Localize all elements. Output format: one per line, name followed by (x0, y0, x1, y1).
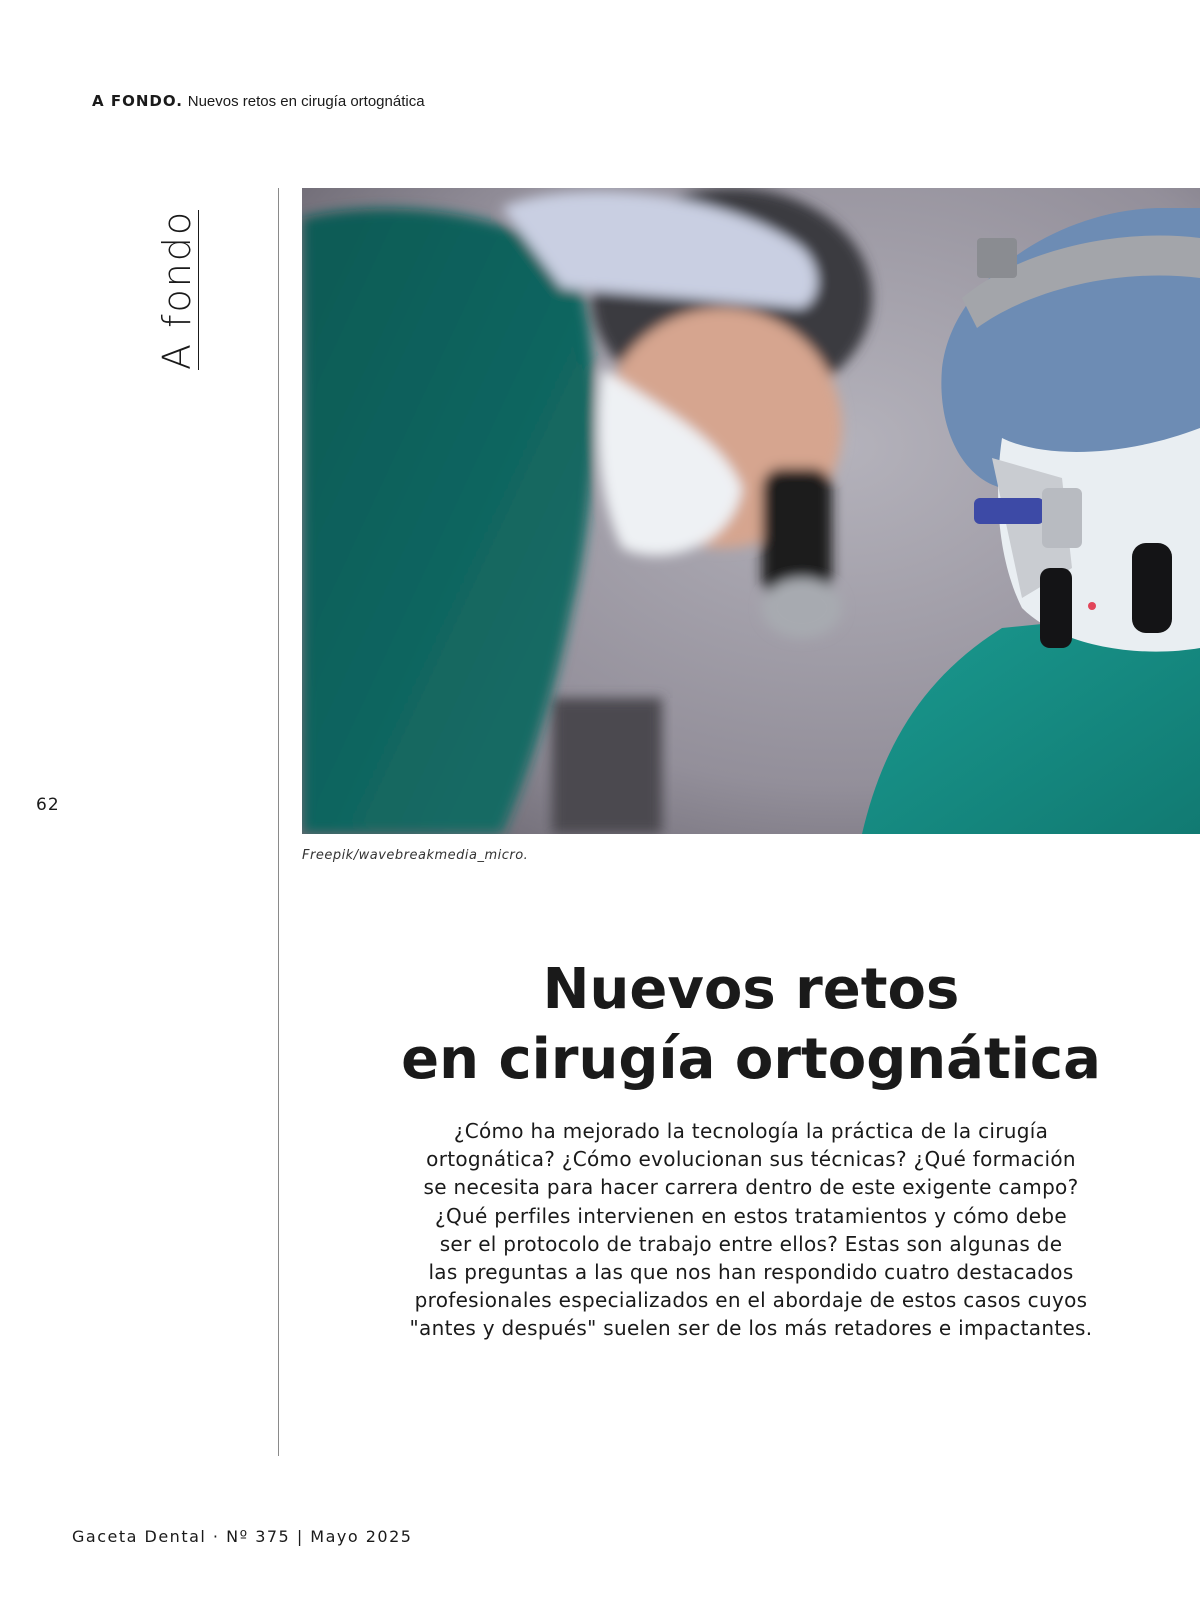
lede-line: ¿Qué perfiles intervienen en estos tratamientos y cómo debe (435, 1203, 1067, 1228)
photo-credit: Freepik/wavebreakmedia_micro. (302, 848, 529, 863)
article-title-line: en cirugía ortognática (401, 1027, 1101, 1092)
surgeons-photo-illustration (302, 188, 1200, 834)
lede-line: "antes y después" suelen ser de los más retadores e impactantes. (409, 1316, 1093, 1341)
section-vertical-label (155, 190, 199, 370)
lede-line: ¿Cómo ha mejorado la tecnología la práctica de la cirugía (453, 1119, 1049, 1143)
lede-line: se necesita para hacer carrera dentro de este exigente campo? (423, 1175, 1079, 1200)
article-lede (302, 1117, 1200, 1343)
publication-footer: Gaceta Dental · Nº 375 | Mayo 2025 (72, 1527, 413, 1546)
section-vertical-label-text: A fondo (155, 209, 199, 370)
lede-line: ortognática? ¿Cómo evolucionan sus técnicas? ¿Qué formación (426, 1147, 1076, 1172)
running-header-topic: Nuevos retos en cirugía ortognática (187, 93, 425, 110)
lede-line: ser el protocolo de trabajo entre ellos? Estas son algunas de (439, 1231, 1063, 1256)
article-title (302, 955, 1200, 1095)
article-title-line: Nuevos retos (542, 957, 960, 1022)
running-header-section: A FONDO. (92, 92, 183, 110)
lede-line: las preguntas a las que nos han respondido cuatro destacados (428, 1260, 1074, 1285)
surgeons-photo (302, 188, 1200, 834)
column-divider (278, 188, 279, 1456)
lede-line: profesionales especializados en el abordaje de estos casos cuyos (414, 1288, 1088, 1313)
page-number: 62 (36, 795, 60, 815)
running-header (92, 92, 425, 110)
